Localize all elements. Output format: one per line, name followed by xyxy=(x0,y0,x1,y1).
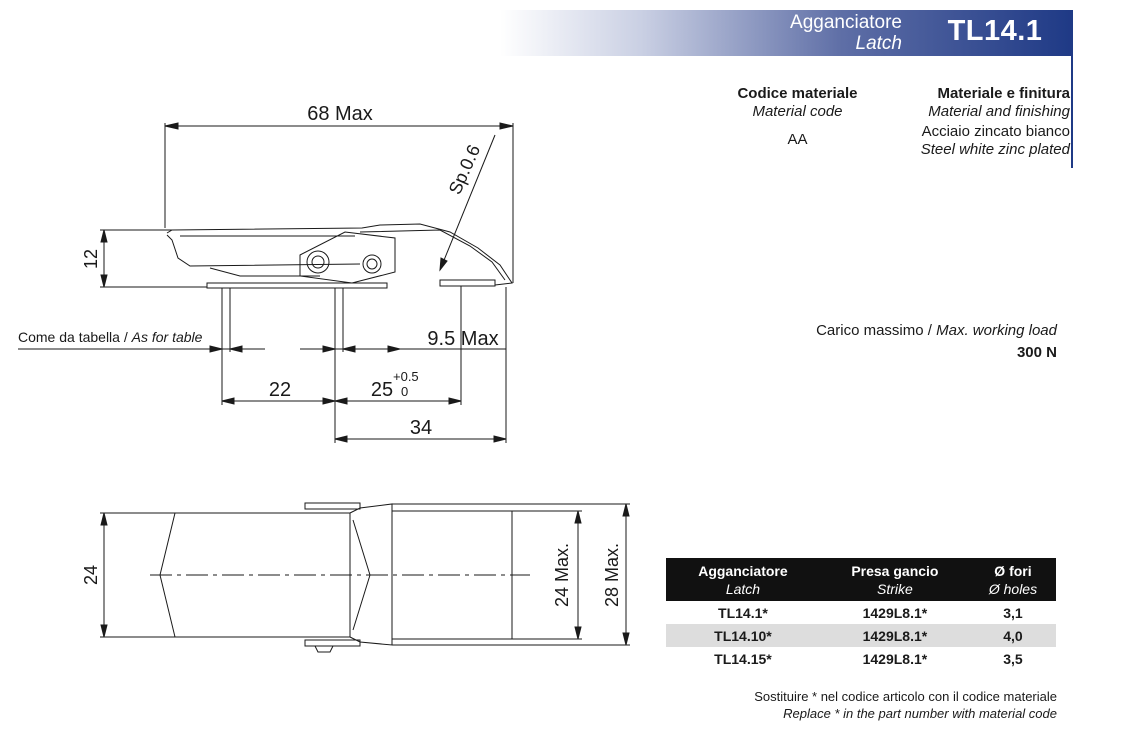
max-load-value: 300 N xyxy=(1016,344,1057,361)
table-cell: 4,0 xyxy=(970,624,1056,647)
as-for-table-label xyxy=(18,329,203,345)
dim-22-label: 22 xyxy=(268,379,292,401)
max-load-label-en: Max. working load xyxy=(936,322,1057,339)
material-finish-label-it: Materiale e finitura xyxy=(937,85,1070,102)
material-code-label-it: Codice materiale xyxy=(737,85,858,102)
as-for-table-it: Come da tabella / xyxy=(18,329,132,345)
material-finish-label-en: Material and finishing xyxy=(928,103,1070,120)
dim-68-label: 68 Max xyxy=(307,103,373,125)
table-cell: TL14.10* xyxy=(666,624,820,647)
table-row xyxy=(666,647,1056,670)
table-header-row xyxy=(666,558,1056,601)
table-header-latch xyxy=(666,558,820,601)
dim-95-label: 9.5 Max xyxy=(427,328,499,350)
table-header-latch-it: Agganciatore xyxy=(698,563,788,579)
footnote xyxy=(700,688,1057,722)
dim-34-label: 34 xyxy=(409,417,433,439)
dim-sp-label: Sp.0.6 xyxy=(444,141,485,198)
dim-28max-label: 28 Max. xyxy=(602,542,622,608)
dim-24-label: 24 xyxy=(81,564,101,586)
dim-25-label: 25 xyxy=(370,379,394,401)
dim-24max-label: 24 Max. xyxy=(552,542,572,608)
dim-12-label: 12 xyxy=(81,248,101,270)
as-for-table-en: As for table xyxy=(131,329,203,345)
table-cell: 3,5 xyxy=(1003,650,1023,667)
material-finish-value-it: Acciaio zincato bianco xyxy=(921,123,1070,140)
table-header-strike-it: Presa gancio xyxy=(851,563,939,579)
product-code: TL14.1 xyxy=(947,15,1043,47)
dim-25-tol-up: +0.5 xyxy=(393,369,419,384)
table-cell: TL14.15* xyxy=(714,650,772,667)
table-cell: 1429L8.1* xyxy=(820,624,970,647)
variants-table xyxy=(666,558,1056,670)
table-header-holes-en: Ø holes xyxy=(988,581,1038,597)
table-cell: 1429L8.1* xyxy=(862,604,928,621)
table-cell: TL14.1* xyxy=(718,604,768,621)
material-code-value: AA xyxy=(787,131,808,148)
material-code-label-en: Material code xyxy=(752,103,843,120)
table-row xyxy=(666,624,1056,647)
header-title-it: Agganciatore xyxy=(790,12,902,33)
dim-25-tol-low: 0 xyxy=(401,384,409,399)
table-header-holes-it: Ø fori xyxy=(994,563,1032,579)
table-header-latch-en: Latch xyxy=(725,581,761,597)
max-load-label-it: Carico massimo / xyxy=(816,322,937,339)
material-finish-value-en: Steel white zinc plated xyxy=(920,141,1070,158)
table-header-strike-en: Strike xyxy=(877,581,913,597)
header-title-en: Latch xyxy=(855,33,902,54)
table-cell: 3,1 xyxy=(1003,604,1023,621)
footnote-en: Replace * in the part number with material code xyxy=(783,706,1057,721)
footnote-it: Sostituire * nel codice articolo con il codice materiale xyxy=(754,689,1057,704)
table-row xyxy=(666,601,1056,624)
table-header-strike xyxy=(820,558,970,601)
table-header-holes xyxy=(970,558,1056,601)
table-cell: 1429L8.1* xyxy=(862,650,928,667)
